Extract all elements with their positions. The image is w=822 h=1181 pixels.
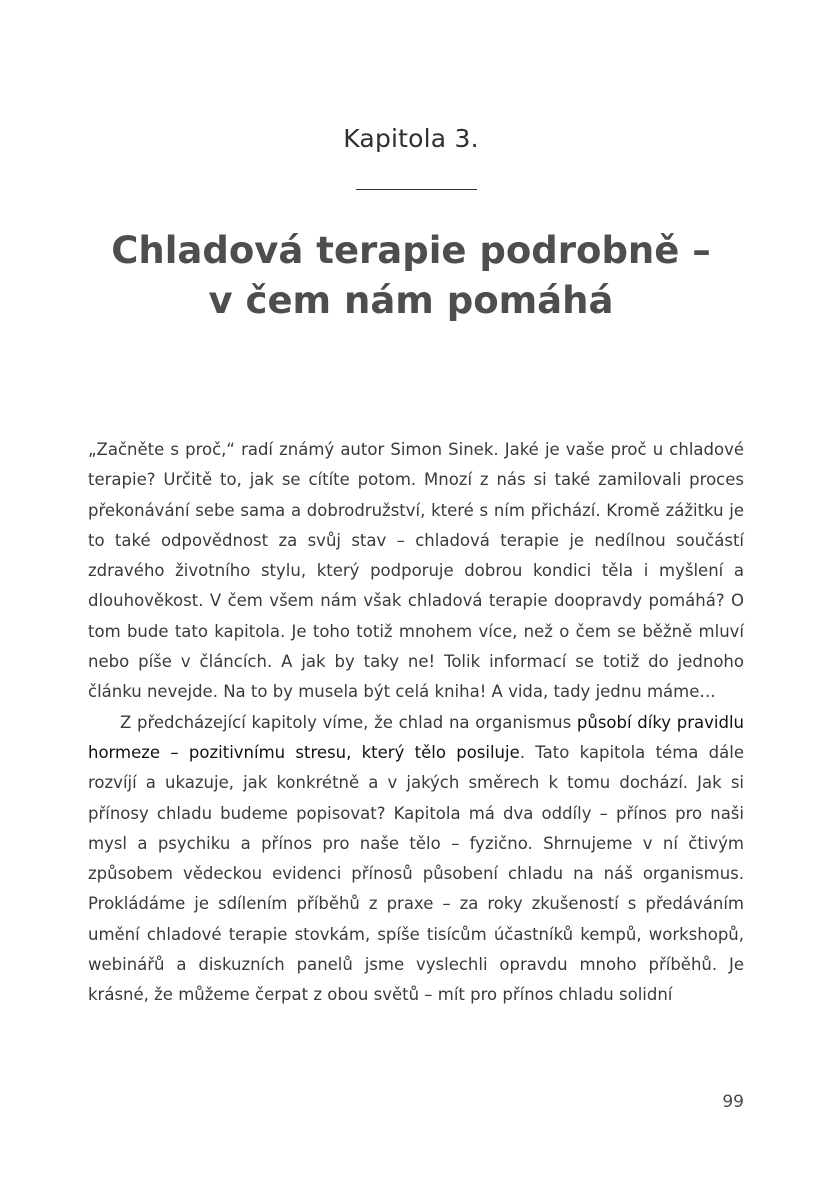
paragraph-1: „Začněte s proč,“ radí známý autor Simon Sinek. Jaké je vaše proč u chladové terapie? Určitě to, jak se cítíte potom. Mnozí z nás si také zamilovali proces překonávání sebe sama a dobrodružství, které s ním přichází. Kromě zážitku je to také odpovědnost za svůj stav – chladová terapie je nedílnou součástí zdravého životního stylu, který podporuje dobrou kondici těla i myšlení a dlouhověkost. V čem všem nám však chladová terapie doopravdy pomáhá? O tom bude tato kapitola. Je toho totiž mnohem více, než o čem se běžně mluví nebo píše v článcích. A jak by taky ne! Tolik informací se totiž do jednoho článku nevejde. Na to by musela být celá kniha! A vida, tady jednu máme… <box>88 440 744 702</box>
chapter-title-line-2: v čem nám pomáhá <box>208 279 614 322</box>
paragraph-2-emphasis: působí díky pravidlu hormeze – pozitivnímu stresu, který tělo posiluje <box>88 712 744 762</box>
paragraph-2-start: Z předcházející kapitoly víme, že chlad na organismus <box>120 712 577 732</box>
chapter-title <box>60 226 762 326</box>
chapter-label: Kapitola 3. <box>343 124 479 153</box>
body-text <box>88 435 744 1011</box>
paragraph-2 <box>88 708 744 1011</box>
heading-divider <box>356 189 477 190</box>
chapter-title-line-1: Chladová terapie podrobně – <box>111 229 711 272</box>
paragraph-2-end: . Tato kapitola téma dále rozvíjí a ukazuje, jak konkrétně a v jakých směrech k tomu dochází. Jak si přínosy chladu budeme popisovat? Kapitola má dva oddíly – přínos pro naši mysl a psychiku a přínos pro naše tělo – fyzično. Shrnujeme v ní čtivým způsobem vědeckou evidenci přínosů působení chladu na náš organismus. Prokládáme je sdílením příběhů z praxe – za roky zkušeností s předáváním umění chladové terapie stovkám, spíše tisícům účastníků kempů, workshopů, webinářů a diskuzních panelů jsme vyslechli opravdu mnoho příběhů. Je krásné, že můžeme čerpat z obou světů – mít pro přínos chladu solidní <box>88 742 744 1005</box>
page-number: 99 <box>722 1092 744 1112</box>
